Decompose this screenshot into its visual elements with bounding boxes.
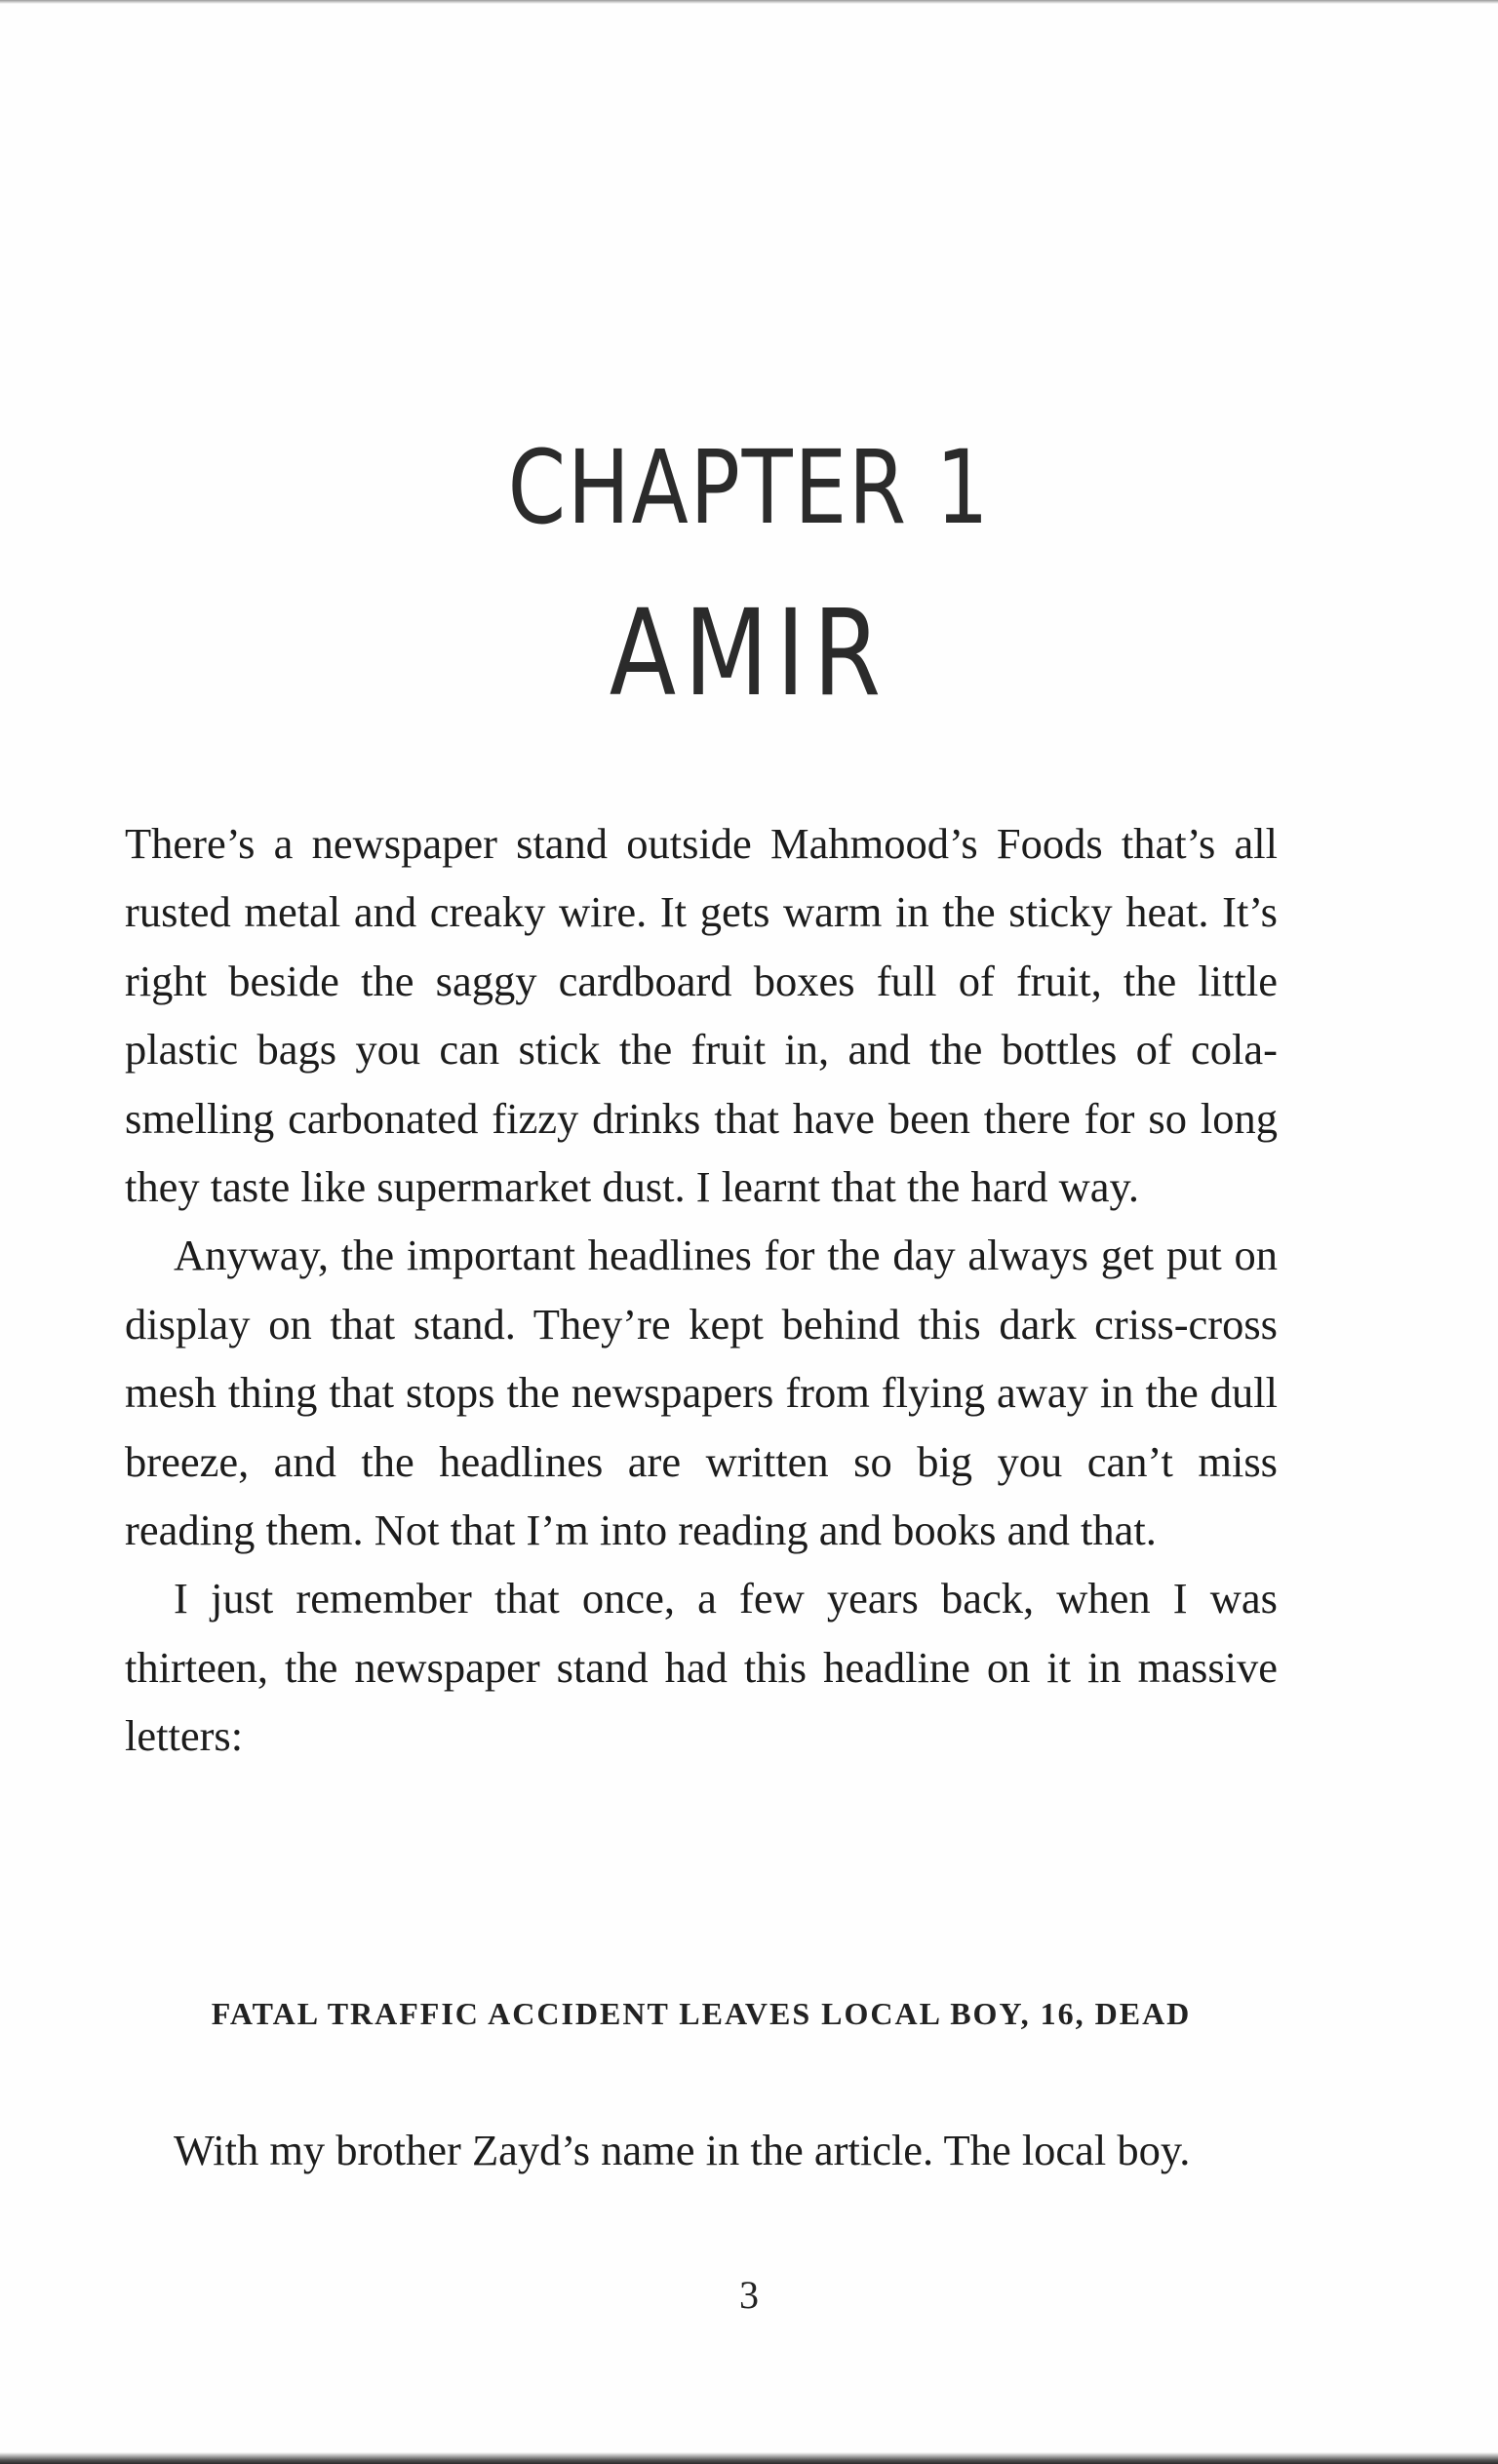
newspaper-headline: FATAL TRAFFIC ACCIDENT LEAVES LOCAL BOY, 16, DEAD [211, 1996, 1192, 2031]
paragraph-4: With my brother Zayd’s name in the article. The local boy. [174, 2126, 1191, 2174]
scan-edge-bottom [0, 2452, 1498, 2464]
chapter-heading [0, 410, 1498, 741]
chapter-number: CHAPTER 1 [507, 428, 991, 547]
scan-edge-top [0, 0, 1498, 4]
page-number: 3 [739, 2273, 759, 2317]
paragraph-2: Anyway, the important headlines for the day always get put on display on that stand. They’re kept behind this dark criss-cross mesh thing that stops the newspapers from flying away in the dull breeze, and the headlines are written so big you can’t miss reading them. Not that I’m into reading and books and that. [125, 1231, 1278, 1555]
paragraph-1: There’s a newspaper stand outside Mahmood’s Foods that’s all rusted metal and creaky wire. It gets warm in the sticky heat. It’s right beside the saggy cardboard boxes full of fruit, the little plastic bags you can stick the fruit in, and the bottles of cola-smelling carbonated fizzy drinks that have been there for so long they taste like supermarket dust. I learnt that the hard way. [125, 819, 1278, 1212]
chapter-body [125, 809, 1278, 1771]
paragraph-3: I just remember that once, a few years back, when I was thirteen, the newspaper stand had this headline on it in massive letters: [125, 1574, 1278, 1761]
closing-text [125, 2116, 1278, 2184]
chapter-title: AMIR [609, 584, 889, 723]
